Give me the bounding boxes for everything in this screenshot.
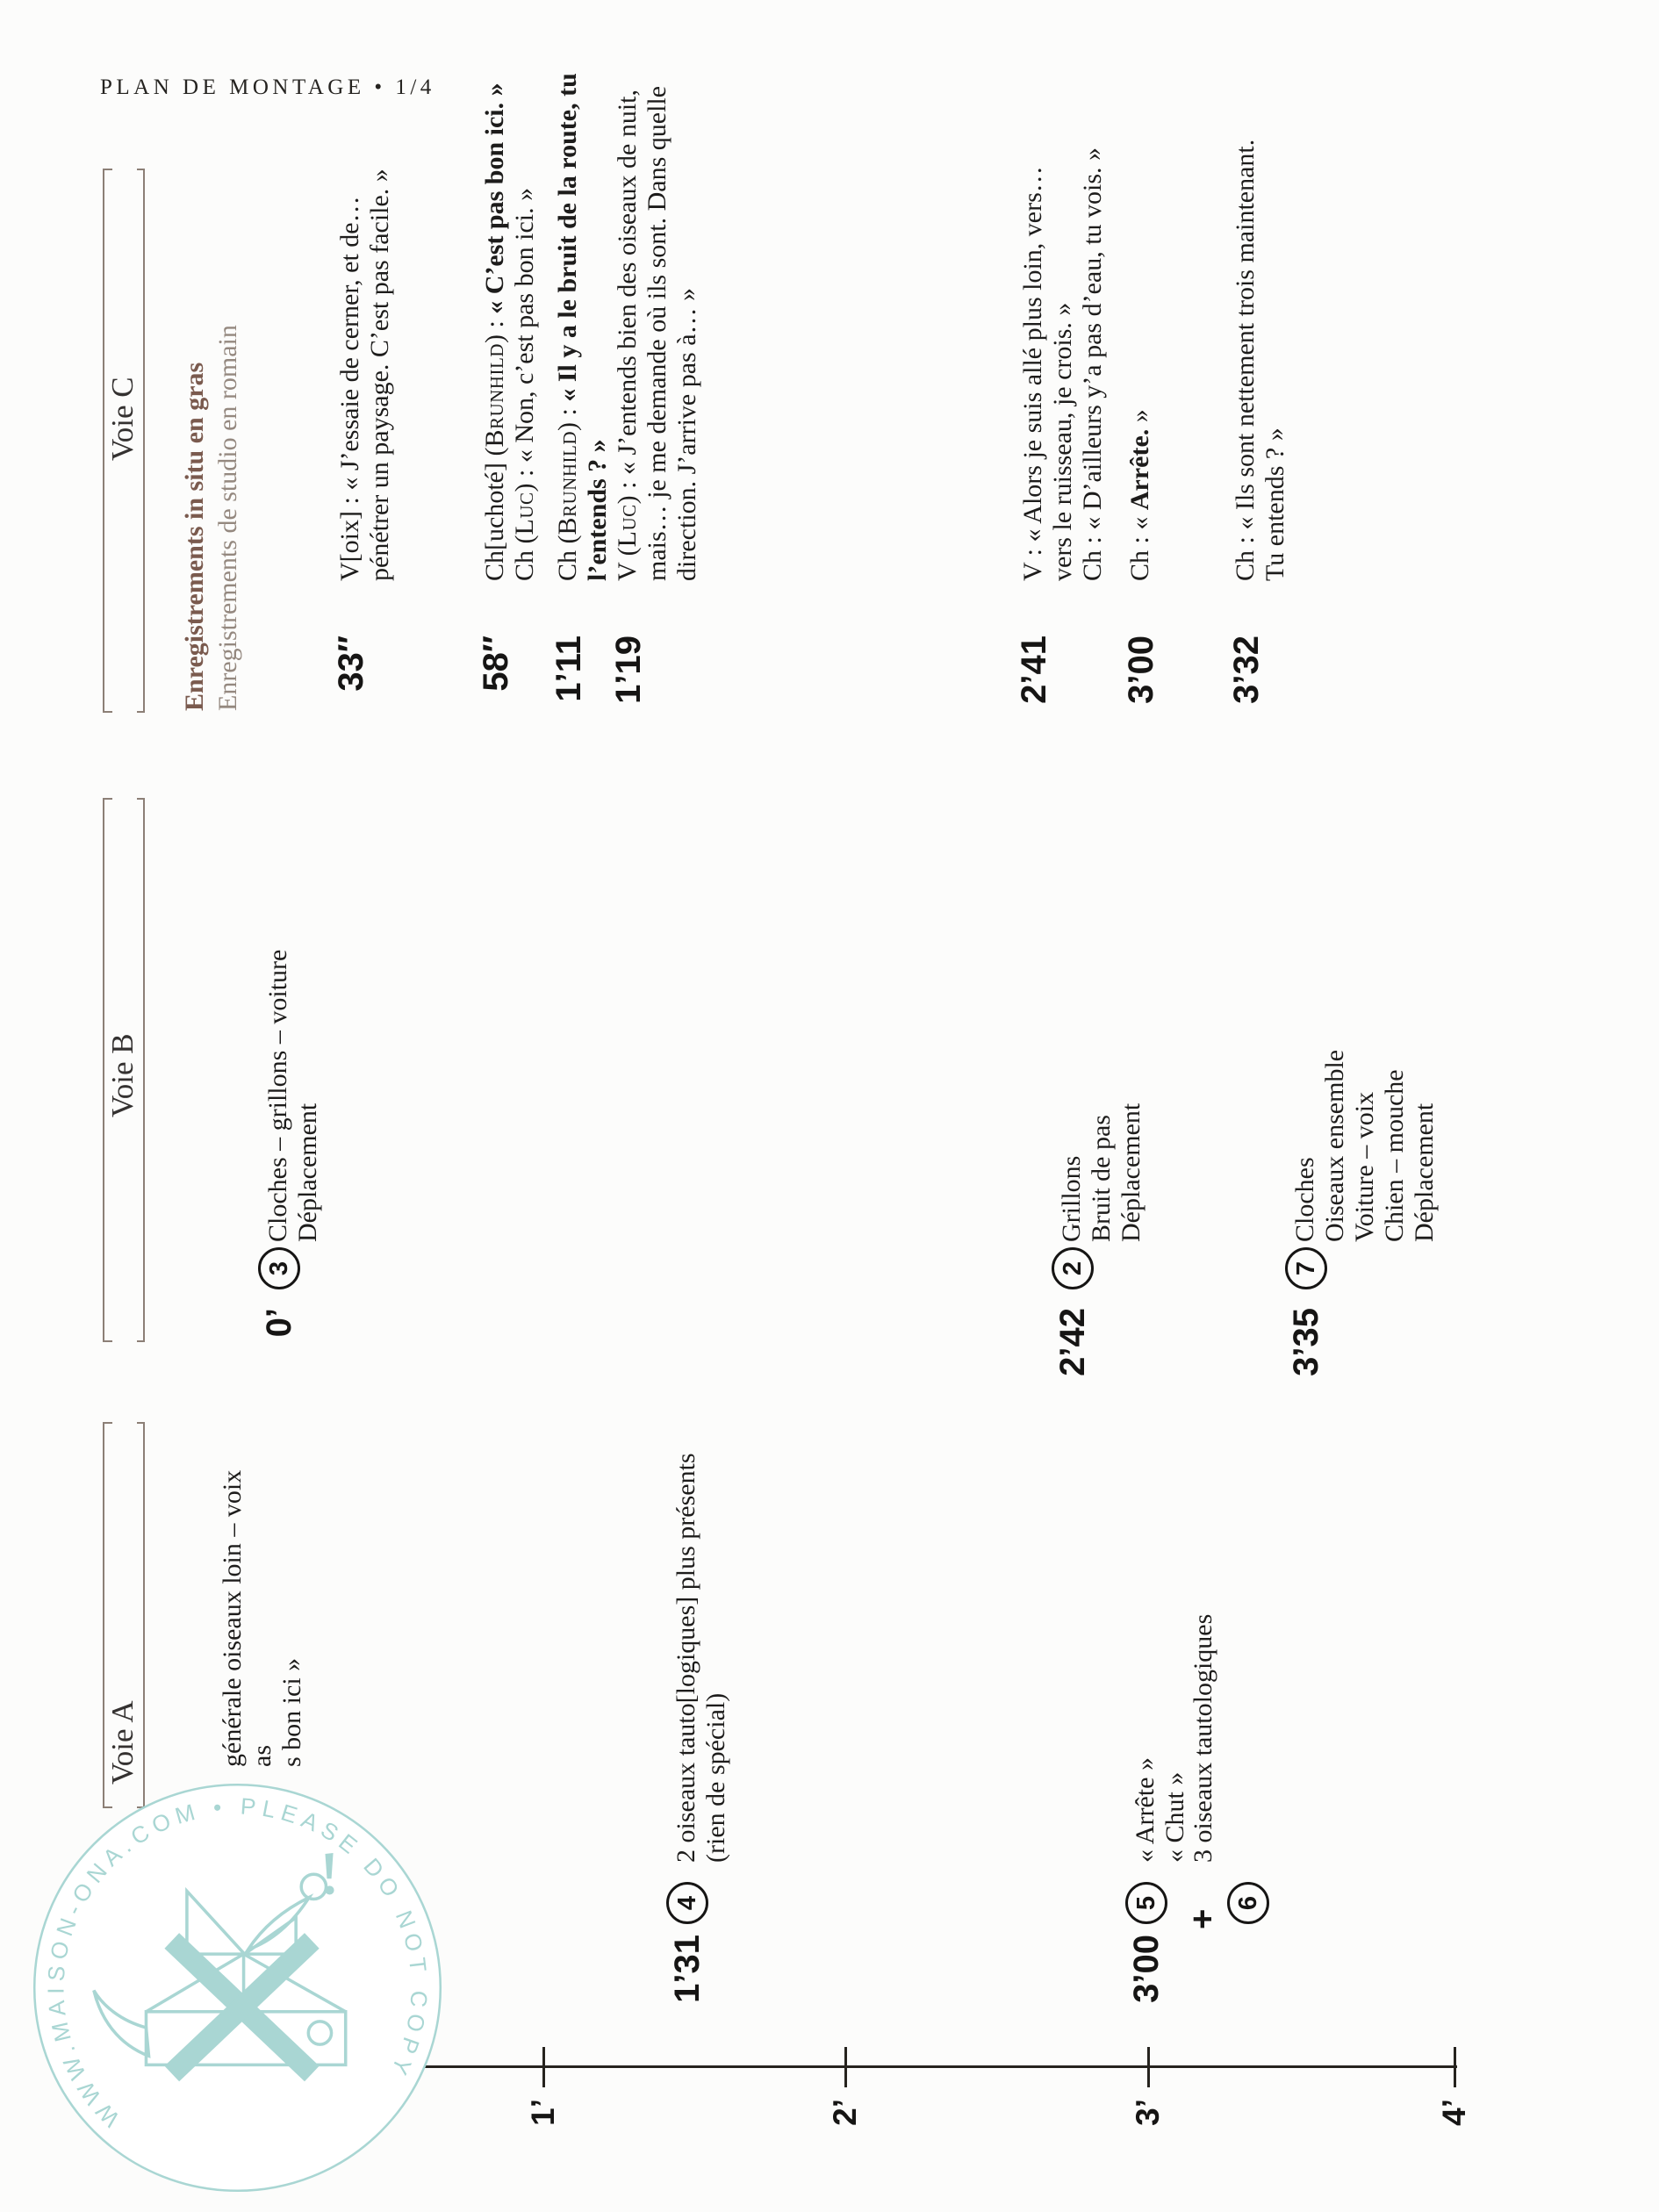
small-caps-name: Brunhild xyxy=(480,343,509,448)
track-header-rule-voie-c xyxy=(143,169,145,713)
entry-timestamp: 1’11 xyxy=(549,636,588,702)
entry-text-line: vers le ruisseau, je crois. » xyxy=(1048,302,1077,581)
track-label-voie-c: Voie C xyxy=(105,377,140,461)
entry-text-line: Cloches xyxy=(1290,1157,1319,1242)
entry-timestamp: 3’00 xyxy=(1127,1935,1166,2003)
rule-end-tick xyxy=(104,1340,112,1342)
entry-text-line: Oiseaux ensemble xyxy=(1320,1049,1349,1242)
entry-timestamp: 3’32 xyxy=(1227,636,1266,704)
entry-text-line: Chien – mouche xyxy=(1380,1069,1409,1242)
in-situ-bold-text: l’entends ? » xyxy=(583,439,612,581)
timeline-label-4’: 4’ xyxy=(1436,2099,1472,2126)
entry-timestamp: 1’19 xyxy=(609,636,648,704)
in-situ-bold-text: « C’est pas bon ici. » xyxy=(480,83,509,314)
small-caps-name: Brunhild xyxy=(553,431,582,535)
entry-text-line: Voiture – voix xyxy=(1350,1091,1379,1242)
sound-object-number-5: 5 xyxy=(1125,1882,1167,1924)
entry-text-line: Cloches – grillons – voiture xyxy=(263,949,292,1242)
entry-text-line: V : « Alors je suis allé plus loin, vers… xyxy=(1018,166,1047,581)
in-situ-bold-text: Arrête. xyxy=(1125,428,1154,511)
entry-text-line: Tu entends ? » xyxy=(1260,427,1289,581)
rule-end-tick xyxy=(137,711,145,713)
sound-object-number-6: 6 xyxy=(1227,1882,1269,1924)
rule-end-tick xyxy=(104,798,112,800)
rule-end-tick xyxy=(104,1422,112,1424)
entry-text-line: Ch : « Arrête. » xyxy=(1125,409,1154,581)
track-header-rule-voie-a xyxy=(143,1422,145,1808)
timeline-tick-3’ xyxy=(1147,2047,1150,2087)
entry-text-line: Déplacement xyxy=(1410,1102,1439,1242)
sound-object-number-3: 3 xyxy=(258,1247,300,1289)
watermark-ring xyxy=(34,1785,441,2191)
entry-text-line: 2 oiseaux tauto[logiques] plus présents xyxy=(672,1453,700,1863)
rule-end-tick xyxy=(104,711,112,713)
plus-sign: + xyxy=(1183,1908,1222,1929)
sound-object-number-4: 4 xyxy=(666,1882,708,1924)
entry-text-line: s bon ici » xyxy=(277,1657,306,1767)
entry-text-line: Grillons xyxy=(1057,1155,1086,1242)
entry-text-line: Ch : « D’ailleurs y’a pas d’eau, tu vois. » xyxy=(1078,147,1107,581)
legend-in-situ: Enregistrements in situ en gras xyxy=(180,362,209,711)
legend-studio: Enregistrements de studio en romain xyxy=(213,325,242,711)
entry-timestamp: 3’00 xyxy=(1122,636,1160,704)
rule-end-tick xyxy=(137,169,145,170)
sound-object-number-2: 2 xyxy=(1052,1247,1094,1289)
timeline-tick-2’ xyxy=(844,2047,847,2087)
watermark-stamp xyxy=(16,1766,459,2209)
entry-timestamp: 3’35 xyxy=(1287,1308,1325,1376)
entry-timestamp: 58″ xyxy=(477,636,515,692)
entry-text-line: générale oiseaux loin – voix xyxy=(218,1469,247,1767)
small-caps-name: Luc xyxy=(510,492,539,535)
entry-timestamp: 2’41 xyxy=(1015,636,1053,704)
entry-text-line: (rien de spécial) xyxy=(701,1692,730,1863)
entry-timestamp: 0’ xyxy=(260,1308,298,1338)
rule-end-tick xyxy=(104,169,112,170)
timeline-tick-4’ xyxy=(1454,2047,1456,2087)
entry-text-line: V[oix] : « J’essaie de cerner, et de… xyxy=(335,196,364,581)
timeline-tick-1’ xyxy=(542,2047,545,2087)
entry-text-line: mais… je me demande où ils sont. Dans quelle xyxy=(643,85,672,581)
rule-end-tick xyxy=(137,1422,145,1424)
entry-text-line: Déplacement xyxy=(293,1102,322,1242)
entry-text-line: Ch (Luc) : « Non, c’est pas bon ici. » xyxy=(510,187,539,581)
entry-timestamp: 1’31 xyxy=(668,1935,707,2003)
entry-timestamp: 33″ xyxy=(332,636,370,692)
timeline-label-3’: 3’ xyxy=(1130,2099,1166,2126)
entry-text-line xyxy=(583,439,613,581)
entry-text-line: Ch[uchoté] (Brunhild) : « C’est pas bon ici. » xyxy=(480,83,509,581)
entry-text-line: as xyxy=(248,1745,276,1767)
entry-text-line: « Chut » xyxy=(1160,1771,1189,1863)
watermark-ring-text: WWW.MAISON-ONA.COM • PLEASE DO NOT COPY xyxy=(42,1792,433,2132)
track-header-rule-voie-b xyxy=(143,798,145,1342)
entry-text-line: Ch (Brunhild) : « Il y a le bruit de la route, tu xyxy=(553,73,582,581)
entry-text-line: Déplacement xyxy=(1117,1102,1146,1242)
entry-timestamp: 2’42 xyxy=(1053,1308,1092,1376)
entry-text-line: V (Luc) : « J’entends bien des oiseaux de nuit, xyxy=(613,89,642,581)
entry-text-line: « Arrête » xyxy=(1131,1757,1160,1863)
small-caps-name: Luc xyxy=(613,504,642,548)
page-title: PLAN DE MONTAGE • 1/4 xyxy=(100,75,435,99)
rule-end-tick xyxy=(137,798,145,800)
entry-text-line: pénétrer un paysage. C’est pas facile. » xyxy=(365,169,394,581)
sound-object-number-7: 7 xyxy=(1285,1247,1327,1289)
rule-end-tick xyxy=(137,1340,145,1342)
timeline-label-1’: 1’ xyxy=(525,2099,561,2126)
timeline-label-2’: 2’ xyxy=(827,2099,863,2126)
in-situ-bold-text: « Il y a le bruit de la route, tu xyxy=(553,73,582,402)
entry-text-line: direction. J’arrive pas à… » xyxy=(672,287,701,581)
entry-text-line: Ch : « Ils sont nettement trois maintenant. xyxy=(1231,139,1260,581)
entry-text-line: Bruit de pas xyxy=(1087,1115,1116,1242)
track-label-voie-b: Voie B xyxy=(105,1033,140,1117)
track-label-voie-a: Voie A xyxy=(105,1700,140,1785)
entry-text-line: 3 oiseaux tautologiques xyxy=(1189,1613,1217,1863)
